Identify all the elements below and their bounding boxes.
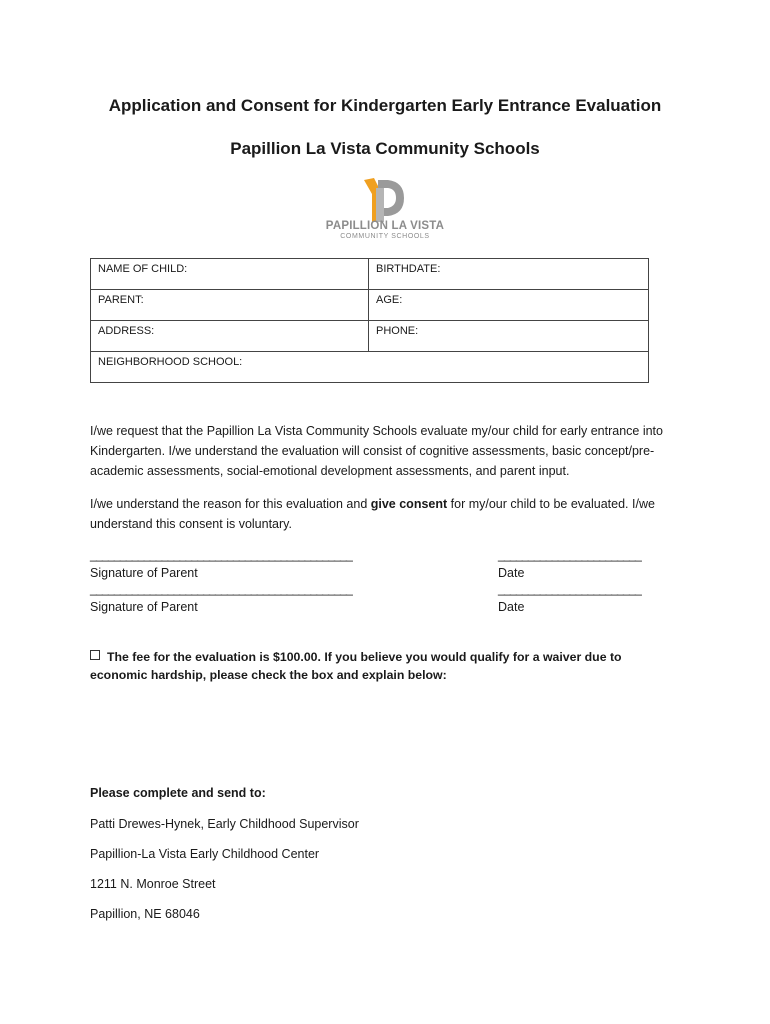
age-field[interactable]: [369, 290, 649, 321]
consent-paragraph: [90, 494, 690, 534]
child-info-table: [90, 258, 649, 383]
parent-signature-line-1[interactable]: ____________________________________________: [90, 548, 352, 562]
logo-tagline: COMMUNITY SCHOOLS: [340, 233, 430, 240]
document-title: Application and Consent for Kindergarten Early Entrance Evaluation: [108, 96, 662, 115]
send-to-heading: Please complete and send to:: [90, 786, 266, 800]
send-to-center: Papillion-La Vista Early Childhood Center: [90, 847, 320, 861]
consent-text-start: I/we understand the reason for this evaluation and: [90, 497, 371, 511]
parent-signature-label-2: Signature of Parent: [90, 600, 198, 614]
age-label: AGE:: [376, 294, 403, 306]
consent-text-end: for my/our child to be evaluated. I/we understand this consent is voluntary.: [90, 497, 655, 531]
birthdate-field[interactable]: [369, 259, 649, 290]
neighborhood-school-label: NEIGHBORHOOD SCHOOL:: [98, 356, 243, 368]
parent-signature-label-1: Signature of Parent: [90, 566, 198, 580]
name-of-child-field[interactable]: [91, 259, 369, 290]
send-to-contact: Patti Drewes-Hynek, Early Childhood Supervisor: [90, 817, 359, 831]
date-label-2: Date: [498, 600, 525, 614]
send-to-street: 1211 N. Monroe Street: [90, 877, 216, 891]
request-paragraph: I/we request that the Papillion La Vista Community Schools evaluate my/our child for early entrance into Kindergarten. I/we understand the evaluation will consist of cognitive assessments, basic concept/pre-academic assessments, social-emotional development assessments, and parent input.: [90, 424, 663, 478]
address-label: ADDRESS:: [98, 325, 155, 337]
district-name: Papillion La Vista Community Schools: [230, 139, 540, 158]
logo-name: PAPILLION LA VISTA: [325, 220, 445, 232]
parent-field[interactable]: [91, 290, 369, 321]
phone-field[interactable]: [369, 321, 649, 352]
address-field[interactable]: [91, 321, 369, 352]
birthdate-label: BIRTHDATE:: [376, 263, 441, 275]
waiver-checkbox[interactable]: [90, 650, 100, 660]
name-of-child-label: NAME OF CHILD:: [98, 263, 188, 275]
date-label-1: Date: [498, 566, 525, 580]
neighborhood-school-field[interactable]: [91, 352, 649, 383]
fee-waiver-notice: [90, 648, 650, 684]
phone-label: PHONE:: [376, 325, 419, 337]
fee-waiver-text: The fee for the evaluation is $100.00. If you believe you would qualify for a waiver due to economic hardship, please check the box and explain below:: [90, 650, 622, 682]
parent-signature-line-2[interactable]: ____________________________________________: [90, 582, 352, 596]
parent-label: PARENT:: [98, 294, 144, 306]
send-to-city: Papillion, NE 68046: [90, 907, 200, 921]
date-line-1[interactable]: ________________________: [498, 548, 641, 562]
consent-emphasis: give consent: [370, 497, 448, 511]
date-line-2[interactable]: ________________________: [498, 582, 641, 596]
district-logo-mark-icon: [358, 176, 408, 224]
district-logo: [320, 176, 450, 244]
